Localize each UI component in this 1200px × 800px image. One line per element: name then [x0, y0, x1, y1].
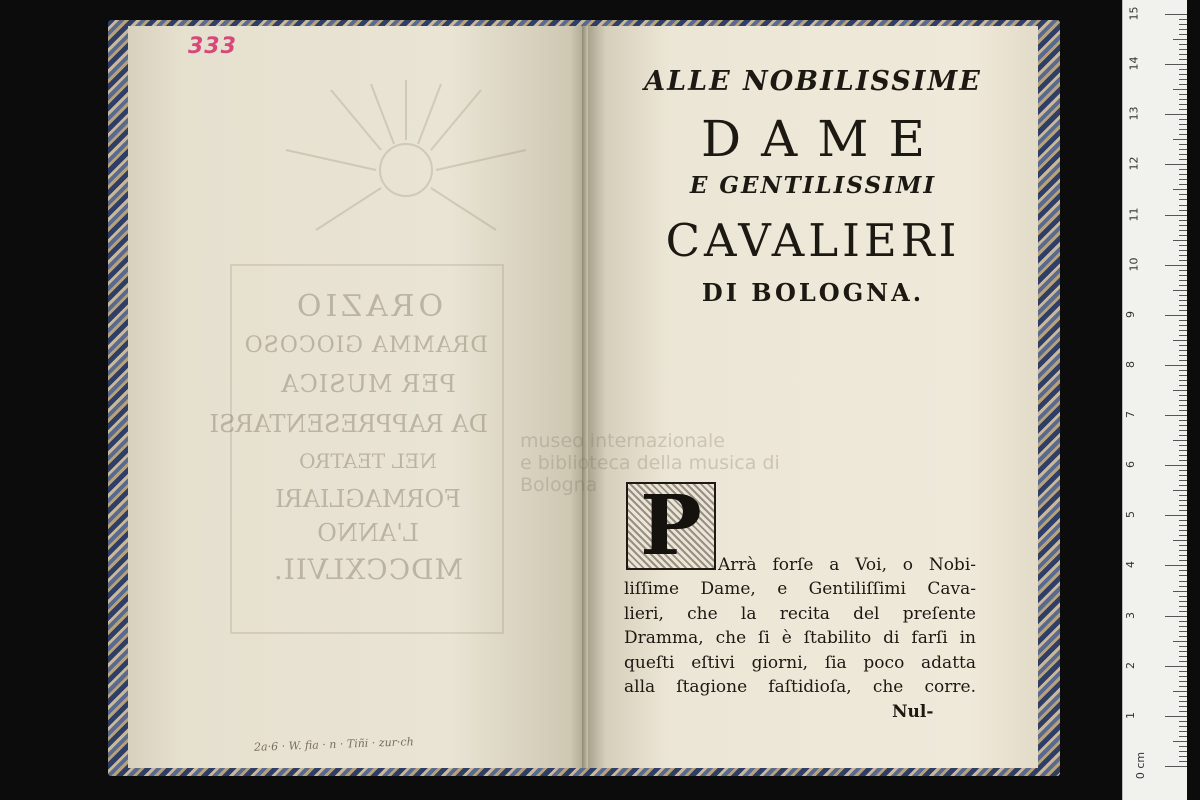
ruler-tick: [1179, 205, 1187, 206]
ruler-number: 6: [1124, 461, 1137, 469]
ghost-line: PER MUSICA: [280, 370, 456, 398]
ruler-tick: [1179, 350, 1187, 351]
ruler-tick: [1179, 184, 1187, 185]
dedication-line-4: CAVALIERI: [665, 214, 961, 267]
ruler-tick: [1179, 530, 1187, 531]
ruler-tick: [1179, 54, 1187, 55]
ruler-tick: [1179, 495, 1187, 496]
ruler-tick: [1179, 285, 1187, 286]
ruler-tick: [1179, 270, 1187, 271]
ruler-tick: [1173, 290, 1187, 291]
ruler-tick: [1179, 59, 1187, 60]
ruler-tick: [1179, 450, 1187, 451]
ruler-tick: [1165, 666, 1187, 667]
ghost-line: DRAMMA GIOCOSO: [243, 332, 488, 358]
bleed-through-engraving: [128, 26, 588, 768]
body-line: alla ſtagione faſtidioſa, che corre.: [624, 677, 976, 697]
ruler-tick: [1179, 159, 1187, 160]
ruler-tick: [1179, 505, 1187, 506]
ruler-tick: [1179, 255, 1187, 256]
ruler-tick: [1179, 575, 1187, 576]
body-line: lieri, che la recita del preſente: [624, 603, 976, 624]
ruler-tick: [1179, 99, 1187, 100]
ruler-tick: [1179, 626, 1187, 627]
ruler-tick: [1179, 525, 1187, 526]
ruler-tick: [1165, 716, 1187, 717]
ruler-tick: [1179, 445, 1187, 446]
ruler-tick: [1179, 169, 1187, 170]
ruler-tick: [1179, 470, 1187, 471]
ruler-tick: [1179, 69, 1187, 70]
ruler-tick: [1179, 661, 1187, 662]
left-page: [128, 26, 588, 768]
ruler-tick: [1179, 325, 1187, 326]
ruler-tick: [1173, 89, 1187, 90]
ruler-number: 2: [1124, 661, 1137, 669]
ruler-tick: [1179, 230, 1187, 231]
ruler-tick: [1179, 235, 1187, 236]
ruler-tick: [1179, 124, 1187, 125]
ghost-line: MDCCXLVII.: [272, 553, 464, 586]
ruler-tick: [1179, 410, 1187, 411]
ruler-tick: [1179, 435, 1187, 436]
ruler-tick: [1179, 726, 1187, 727]
ruler-tick: [1179, 510, 1187, 511]
ruler-tick: [1179, 721, 1187, 722]
ruler-tick: [1179, 84, 1187, 85]
ruler-tick: [1173, 440, 1187, 441]
ruler-tick: [1179, 671, 1187, 672]
ruler-number: 3: [1124, 611, 1137, 619]
ghost-line: DA RAPPRESENTARSI: [209, 410, 488, 438]
ruler-number: 15: [1127, 6, 1141, 21]
ruler-tick: [1179, 706, 1187, 707]
ruler-tick: [1179, 535, 1187, 536]
ruler-tick: [1179, 656, 1187, 657]
ghost-line: L'ANNO: [317, 519, 419, 547]
ruler-tick: [1179, 570, 1187, 571]
ruler-tick: [1179, 104, 1187, 105]
ruler-tick: [1179, 49, 1187, 50]
ruler-tick: [1179, 500, 1187, 501]
ruler-tick: [1179, 475, 1187, 476]
ruler-tick: [1179, 520, 1187, 521]
ruler-tick: [1179, 485, 1187, 486]
dedication-line-1: ALLE NOBILISSIME: [644, 66, 982, 97]
ruler-number: 0 cm: [1134, 751, 1148, 780]
ruler-tick: [1179, 420, 1187, 421]
ruler-tick: [1179, 19, 1187, 20]
ruler-tick: [1165, 565, 1187, 566]
ruler-tick: [1179, 275, 1187, 276]
ruler-tick: [1179, 29, 1187, 30]
ruler-tick: [1179, 355, 1187, 356]
ruler-number: 11: [1127, 207, 1141, 222]
ruler-tick: [1179, 460, 1187, 461]
ruler-tick: [1165, 465, 1187, 466]
ruler-number: 7: [1124, 411, 1137, 419]
ruler-tick: [1179, 320, 1187, 321]
ruler-tick: [1179, 154, 1187, 155]
ruler-tick: [1179, 129, 1187, 130]
ruler-number: 14: [1127, 56, 1141, 71]
ruler-tick: [1179, 179, 1187, 180]
ruler-tick: [1173, 189, 1187, 190]
library-mark: 333: [188, 34, 237, 59]
ruler-tick: [1179, 731, 1187, 732]
ruler-tick: [1179, 701, 1187, 702]
body-text: [624, 553, 976, 578]
ruler-tick: [1179, 305, 1187, 306]
catchword: Nul-: [892, 702, 934, 722]
ruler-tick: [1179, 751, 1187, 752]
ruler-tick: [1179, 555, 1187, 556]
ruler-tick: [1179, 119, 1187, 120]
ruler-tick: [1179, 696, 1187, 697]
ruler-tick: [1179, 149, 1187, 150]
ruler-tick: [1179, 711, 1187, 712]
ruler-tick: [1179, 144, 1187, 145]
ruler-tick: [1179, 606, 1187, 607]
watermark-line: Bologna: [520, 474, 598, 496]
ruler-number: 10: [1127, 257, 1141, 272]
ruler-tick: [1173, 139, 1187, 140]
dedication-line-3: E GENTILISSIMI: [689, 172, 937, 199]
body-line: Arrà forſe a Voi, o Nobi-: [718, 555, 976, 575]
ghost-line: NEL TEATRO: [299, 449, 437, 473]
ruler-tick: [1173, 540, 1187, 541]
ruler-tick: [1179, 330, 1187, 331]
ruler-tick: [1179, 596, 1187, 597]
ruler-tick: [1179, 34, 1187, 35]
ruler-tick: [1179, 455, 1187, 456]
ruler-number: 4: [1124, 561, 1137, 569]
ruler-tick: [1179, 375, 1187, 376]
ruler-tick: [1173, 490, 1187, 491]
dedication-line-5: DI BOLOGNA.: [701, 278, 925, 307]
ruler-tick: [1179, 736, 1187, 737]
ruler-tick: [1179, 686, 1187, 687]
ruler-tick: [1179, 550, 1187, 551]
ruler-tick: [1165, 114, 1187, 115]
ruler-tick: [1179, 425, 1187, 426]
ruler-tick: [1179, 300, 1187, 301]
ruler-tick: [1179, 480, 1187, 481]
ruler-tick: [1173, 591, 1187, 592]
ruler-number: 1: [1124, 711, 1137, 719]
initial-letter: P: [628, 484, 714, 568]
ruler-tick: [1179, 646, 1187, 647]
ruler-tick: [1165, 64, 1187, 65]
body-line: Dramma, che ſi è ſtabilito di farſi in: [624, 628, 976, 648]
ruler-tick: [1173, 340, 1187, 341]
ruler-tick: [1179, 400, 1187, 401]
ruler-tick: [1179, 24, 1187, 25]
handwritten-note: 2a·6 · W. fia · n · Tiñi · zur·ch: [253, 735, 414, 754]
ruler-tick: [1179, 44, 1187, 45]
ruler-number: 8: [1124, 360, 1137, 368]
watermark-line: museo internazionale: [520, 430, 725, 452]
ruler-tick: [1179, 681, 1187, 682]
ruler-tick: [1179, 405, 1187, 406]
ruler-tick: [1179, 631, 1187, 632]
ruler-tick: [1179, 395, 1187, 396]
ruler-tick: [1173, 390, 1187, 391]
right-page: [520, 26, 1038, 768]
ruler-tick: [1179, 385, 1187, 386]
ruler-tick: [1179, 756, 1187, 757]
ruler-tick: [1179, 194, 1187, 195]
ruler-tick: [1179, 430, 1187, 431]
ruler-tick: [1179, 651, 1187, 652]
ruler-tick: [1165, 164, 1187, 165]
ruler-tick: [1179, 250, 1187, 251]
ruler-tick: [1179, 79, 1187, 80]
ruler-tick: [1179, 601, 1187, 602]
ruler-tick: [1179, 586, 1187, 587]
ruler-tick: [1179, 746, 1187, 747]
ruler-tick: [1179, 360, 1187, 361]
ruler-tick: [1165, 215, 1187, 216]
ruler-tick: [1179, 621, 1187, 622]
ruler-tick: [1179, 74, 1187, 75]
dedication-line-2: DAME: [701, 110, 945, 168]
ruler-number: 12: [1127, 156, 1141, 171]
ruler-tick: [1179, 174, 1187, 175]
sun-engraving-icon: [276, 80, 536, 260]
ruler-tick: [1179, 636, 1187, 637]
ruler-tick: [1179, 611, 1187, 612]
ruler-tick: [1179, 295, 1187, 296]
ruler-tick: [1179, 94, 1187, 95]
mirrored-title-text: [209, 288, 488, 587]
ruler-tick: [1173, 641, 1187, 642]
ruler-tick: [1179, 560, 1187, 561]
ruler-tick: [1173, 691, 1187, 692]
ruler-tick: [1165, 766, 1187, 767]
ruler-tick: [1165, 265, 1187, 266]
watermark-line: e biblioteca della musica di: [520, 452, 780, 474]
measuring-ruler: [1122, 0, 1187, 800]
ruler-tick: [1179, 225, 1187, 226]
ruler-tick: [1179, 210, 1187, 211]
ruler-tick: [1179, 280, 1187, 281]
ruler-tick: [1179, 380, 1187, 381]
ruler-tick: [1179, 260, 1187, 261]
ruler-tick: [1165, 315, 1187, 316]
ruler-tick: [1173, 39, 1187, 40]
ghost-line: FORMAGLIARI: [275, 485, 461, 513]
ruler-tick: [1179, 134, 1187, 135]
ruler-tick: [1165, 515, 1187, 516]
ruler-tick: [1179, 761, 1187, 762]
ruler-number: 13: [1127, 106, 1141, 121]
ruler-tick: [1179, 199, 1187, 200]
ruler-tick: [1179, 310, 1187, 311]
body-line: queſti eſtivi giorni, ſia poco adatta: [624, 652, 976, 673]
ruler-tick: [1173, 741, 1187, 742]
ruler-tick: [1179, 245, 1187, 246]
ruler-tick: [1179, 335, 1187, 336]
ruler-number: 5: [1124, 511, 1137, 519]
body-line: liſſime Dame, e Gentiliſſimi Cava-: [624, 579, 976, 599]
ruler-tick: [1179, 545, 1187, 546]
ruler-tick: [1165, 415, 1187, 416]
ruler-tick: [1179, 345, 1187, 346]
ruler-tick: [1165, 365, 1187, 366]
body-text-continued: [624, 577, 976, 700]
ruler-tick: [1165, 616, 1187, 617]
ruler-number: 9: [1124, 310, 1137, 318]
ghost-line: ORAZIO: [292, 289, 444, 324]
ruler-tick: [1179, 109, 1187, 110]
ruler-tick: [1179, 370, 1187, 371]
ruler-tick: [1179, 676, 1187, 677]
ruler-tick: [1179, 581, 1187, 582]
ruler-tick: [1173, 240, 1187, 241]
ruler-tick: [1165, 14, 1187, 15]
ruler-tick: [1179, 220, 1187, 221]
